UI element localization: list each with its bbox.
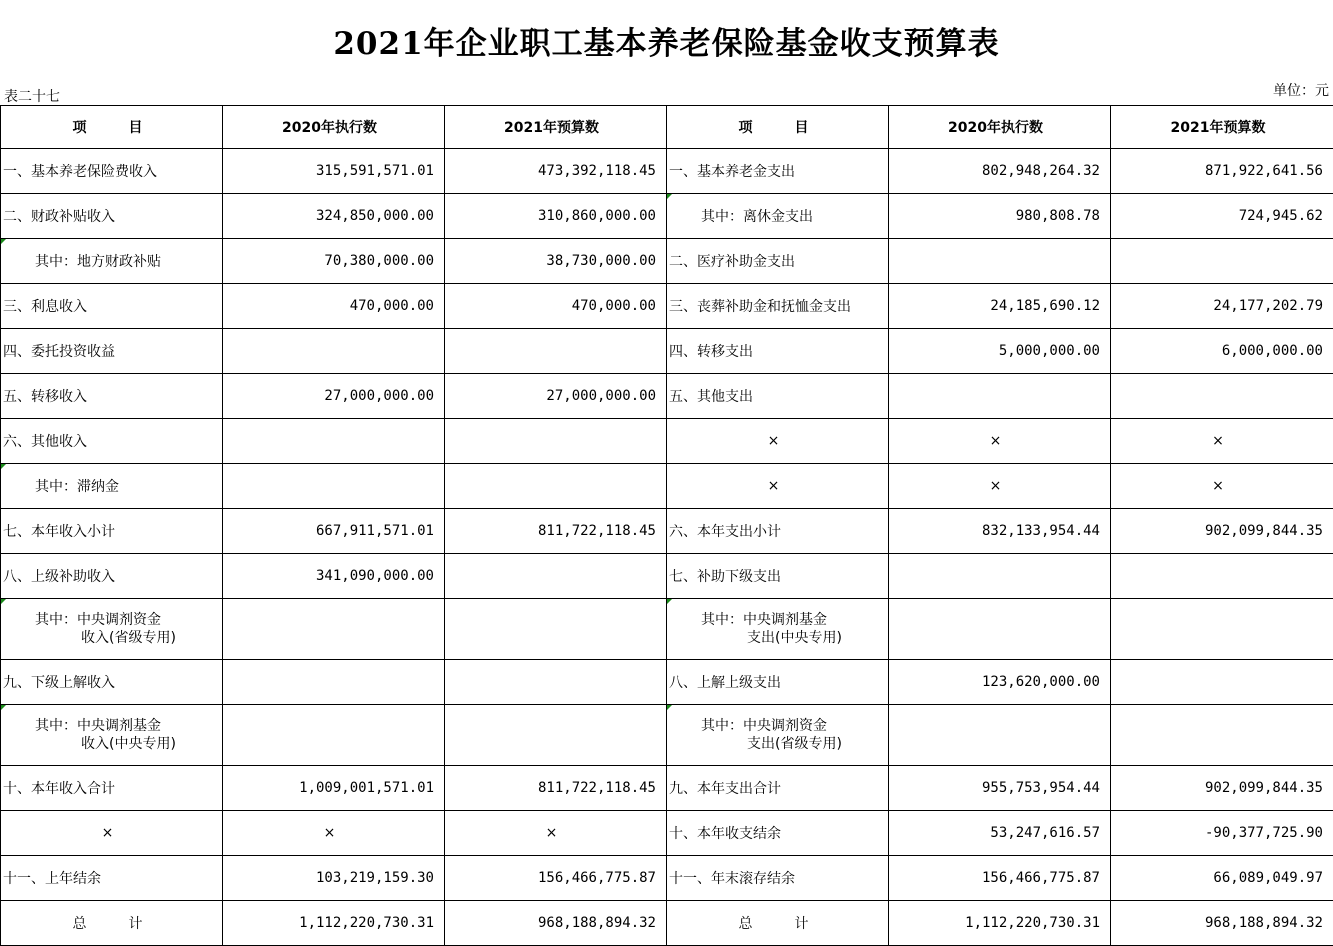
value-2020-left-cell [223,599,445,660]
value-2021-left: 811,722,118.45 [538,523,656,539]
value-2021-right: 24,177,202.79 [1213,298,1323,314]
table-row [1,329,1333,374]
item-left: × [102,825,114,841]
item-left-cell [1,284,223,329]
value-2021-left-cell [445,766,667,811]
value-2021-right: 724,945.62 [1239,208,1323,224]
value-2021-right-cell [1111,599,1333,660]
item-right: 四、转移支出 [669,344,753,360]
value-2020-right-cell [889,464,1111,509]
value-2021-left: 38,730,000.00 [546,253,656,269]
item-right-line2: 支出(中央专用) [701,629,878,647]
value-2021-left-cell [445,901,667,946]
table-row [1,374,1333,419]
value-2021-left: 811,722,118.45 [538,780,656,796]
value-2020-right: 832,133,954.44 [982,523,1100,539]
value-2020-left-cell [223,284,445,329]
item-left: 其中：中央调剂基金 [35,718,161,734]
item-left-cell [1,901,223,946]
value-2021-right: × [1212,433,1224,449]
value-2020-left: 470,000.00 [350,298,434,314]
item-right-cell [667,329,889,374]
table-row [1,284,1333,329]
header-2021-right: 2021年预算数 [1111,106,1333,149]
value-2021-left-cell [445,509,667,554]
item-left-cell [1,811,223,856]
value-2020-right-cell [889,705,1111,766]
value-2021-right-cell [1111,419,1333,464]
item-right: 十、本年收支结余 [669,826,781,842]
item-right: 二、医疗补助金支出 [669,254,795,270]
value-2021-right-cell [1111,149,1333,194]
value-2020-left-cell [223,705,445,766]
value-2021-left-cell [445,149,667,194]
item-right-line2: 支出(省级专用) [701,735,878,753]
item-right-cell [667,284,889,329]
item-right: 七、补助下级支出 [669,569,781,585]
value-2021-left-cell [445,811,667,856]
value-2020-left-cell [223,419,445,464]
value-2021-right: -90,377,725.90 [1205,825,1323,841]
value-2020-right-cell [889,329,1111,374]
value-2020-right-cell [889,284,1111,329]
item-left: 其中：地方财政补贴 [35,254,161,270]
value-2021-right: 871,922,641.56 [1205,163,1323,179]
item-right-cell [667,901,889,946]
table-row [1,705,1333,766]
table-row [1,464,1333,509]
value-2020-left-cell [223,464,445,509]
item-left-cell [1,509,223,554]
value-2021-right: × [1212,478,1224,494]
value-2020-right-cell [889,811,1111,856]
value-2020-left-cell [223,194,445,239]
value-2020-right: 24,185,690.12 [990,298,1100,314]
item-right-cell [667,149,889,194]
value-2021-right-cell [1111,284,1333,329]
value-2021-right: 66,089,049.97 [1213,870,1323,886]
item-left-line2: 收入(中央专用) [35,735,212,753]
item-left-cell [1,705,223,766]
item-right: 其中：中央调剂基金 [701,612,827,628]
value-2020-left-cell [223,856,445,901]
item-left: 十一、上年结余 [3,871,101,887]
item-right-cell [667,811,889,856]
value-2020-right: 156,466,775.87 [982,870,1100,886]
item-right-cell [667,509,889,554]
value-2020-left: 103,219,159.30 [316,870,434,886]
table-row [1,509,1333,554]
value-2020-right: × [990,433,1002,449]
item-right: 五、其他支出 [669,389,753,405]
value-2020-right: 5,000,000.00 [999,343,1100,359]
value-2020-right-cell [889,194,1111,239]
item-left: 十、本年收入合计 [3,781,115,797]
table-row [1,901,1333,946]
value-2021-right: 6,000,000.00 [1222,343,1323,359]
value-2021-left: 156,466,775.87 [538,870,656,886]
item-right: 九、本年支出合计 [669,781,781,797]
value-2020-left: 324,850,000.00 [316,208,434,224]
item-left: 其中：滞纳金 [35,479,119,495]
item-right-cell [667,239,889,284]
value-2020-right-cell [889,419,1111,464]
item-right-cell [667,599,889,660]
value-2021-right-cell [1111,329,1333,374]
item-left: 五、转移收入 [3,389,87,405]
value-2020-left-cell [223,149,445,194]
value-2021-right: 902,099,844.35 [1205,523,1323,539]
item-left-cell [1,554,223,599]
table-body [1,149,1333,946]
item-right-cell [667,705,889,766]
value-2021-right-cell [1111,239,1333,284]
value-2021-left: 473,392,118.45 [538,163,656,179]
item-right-cell [667,660,889,705]
item-left-cell [1,194,223,239]
item-left: 其中：中央调剂资金 [35,612,161,628]
item-left: 总 计 [73,916,143,932]
table-row [1,194,1333,239]
item-left: 一、基本养老保险费收入 [3,164,157,180]
table-row [1,599,1333,660]
item-left: 七、本年收入小计 [3,524,115,540]
value-2021-right-cell [1111,464,1333,509]
item-left-line2: 收入(省级专用) [35,629,212,647]
item-right-cell [667,766,889,811]
value-2021-right: 902,099,844.35 [1205,780,1323,796]
unit-label: 单位：元 [1273,80,1329,100]
value-2020-left: 315,591,571.01 [316,163,434,179]
value-2021-left: 310,860,000.00 [538,208,656,224]
item-left-cell [1,856,223,901]
value-2020-left-cell [223,554,445,599]
value-2020-right-cell [889,766,1111,811]
item-right-cell [667,194,889,239]
value-2020-left: 1,112,220,730.31 [299,915,434,931]
value-2020-left-cell [223,811,445,856]
item-left-cell [1,766,223,811]
value-2021-left-cell [445,419,667,464]
value-2021-left-cell [445,554,667,599]
value-2020-right-cell [889,149,1111,194]
table-row [1,554,1333,599]
value-2020-right: × [990,478,1002,494]
table-row [1,149,1333,194]
value-2021-left-cell [445,464,667,509]
value-2020-left-cell [223,239,445,284]
value-2021-right-cell [1111,660,1333,705]
item-right: 六、本年支出小计 [669,524,781,540]
item-left: 八、上级补助收入 [3,569,115,585]
value-2020-left-cell [223,374,445,419]
item-right: 十一、年末滚存结余 [669,871,795,887]
value-2021-right-cell [1111,901,1333,946]
item-right: 其中：中央调剂资金 [701,718,827,734]
value-2021-left: × [546,825,558,841]
table-header-row [1,106,1333,149]
value-2020-left: 70,380,000.00 [324,253,434,269]
budget-table [0,105,1333,946]
header-item-left: 项 目 [1,106,223,149]
item-left-cell [1,660,223,705]
value-2020-right: 980,808.78 [1016,208,1100,224]
value-2021-left-cell [445,284,667,329]
item-right-cell [667,419,889,464]
item-left: 六、其他收入 [3,434,87,450]
value-2021-right-cell [1111,509,1333,554]
value-2020-left-cell [223,766,445,811]
value-2020-right: 1,112,220,730.31 [965,915,1100,931]
table-row [1,856,1333,901]
value-2021-right: 968,188,894.32 [1205,915,1323,931]
value-2021-right-cell [1111,811,1333,856]
item-right-cell [667,464,889,509]
value-2020-right-cell [889,554,1111,599]
value-2020-left: × [324,825,336,841]
value-2021-right-cell [1111,766,1333,811]
item-right-cell [667,374,889,419]
table-row [1,419,1333,464]
value-2021-left-cell [445,705,667,766]
item-left-cell [1,419,223,464]
item-left: 四、委托投资收益 [3,344,115,360]
value-2021-left-cell [445,194,667,239]
item-left-cell [1,464,223,509]
value-2021-left: 470,000.00 [572,298,656,314]
value-2021-left-cell [445,856,667,901]
value-2020-right: 802,948,264.32 [982,163,1100,179]
item-left-cell [1,599,223,660]
header-2020-left: 2020年执行数 [223,106,445,149]
item-right: 八、上解上级支出 [669,675,781,691]
value-2020-right: 123,620,000.00 [982,674,1100,690]
value-2021-left-cell [445,374,667,419]
value-2020-left-cell [223,329,445,374]
value-2020-left-cell [223,509,445,554]
value-2020-right-cell [889,660,1111,705]
item-right: 一、基本养老金支出 [669,164,795,180]
item-right-cell [667,554,889,599]
item-left-cell [1,149,223,194]
item-right-cell [667,856,889,901]
value-2020-left: 341,090,000.00 [316,568,434,584]
value-2021-left-cell [445,599,667,660]
value-2020-left-cell [223,901,445,946]
value-2021-left: 968,188,894.32 [538,915,656,931]
page-title: 2021年企业职工基本养老保险基金收支预算表 [0,18,1333,63]
item-left-cell [1,239,223,284]
value-2021-left-cell [445,329,667,374]
header-item-right: 项 目 [667,106,889,149]
value-2020-right-cell [889,239,1111,284]
value-2020-right-cell [889,374,1111,419]
value-2021-left-cell [445,239,667,284]
item-left: 三、利息收入 [3,299,87,315]
value-2021-left: 27,000,000.00 [546,388,656,404]
value-2020-right-cell [889,509,1111,554]
table-row [1,811,1333,856]
header-2021-left: 2021年预算数 [445,106,667,149]
value-2020-left: 1,009,001,571.01 [299,780,434,796]
value-2021-right-cell [1111,554,1333,599]
table-code: 表二十七 [4,86,60,106]
value-2020-right-cell [889,856,1111,901]
item-right: × [768,433,780,449]
value-2020-right-cell [889,599,1111,660]
value-2021-right-cell [1111,194,1333,239]
value-2020-left-cell [223,660,445,705]
item-left: 二、财政补贴收入 [3,209,115,225]
header-2020-right: 2020年执行数 [889,106,1111,149]
value-2021-right-cell [1111,705,1333,766]
item-right: × [768,478,780,494]
value-2020-right: 53,247,616.57 [990,825,1100,841]
table-row [1,660,1333,705]
item-right: 三、丧葬补助金和抚恤金支出 [669,299,851,315]
item-right: 总 计 [739,916,809,932]
item-right: 其中：离休金支出 [701,209,813,225]
table-row [1,239,1333,284]
value-2021-right-cell [1111,856,1333,901]
table-row [1,766,1333,811]
value-2020-left: 27,000,000.00 [324,388,434,404]
item-left-cell [1,374,223,419]
value-2021-left-cell [445,660,667,705]
item-left: 九、下级上解收入 [3,675,115,691]
value-2021-right-cell [1111,374,1333,419]
value-2020-left: 667,911,571.01 [316,523,434,539]
value-2020-right-cell [889,901,1111,946]
item-left-cell [1,329,223,374]
value-2020-right: 955,753,954.44 [982,780,1100,796]
